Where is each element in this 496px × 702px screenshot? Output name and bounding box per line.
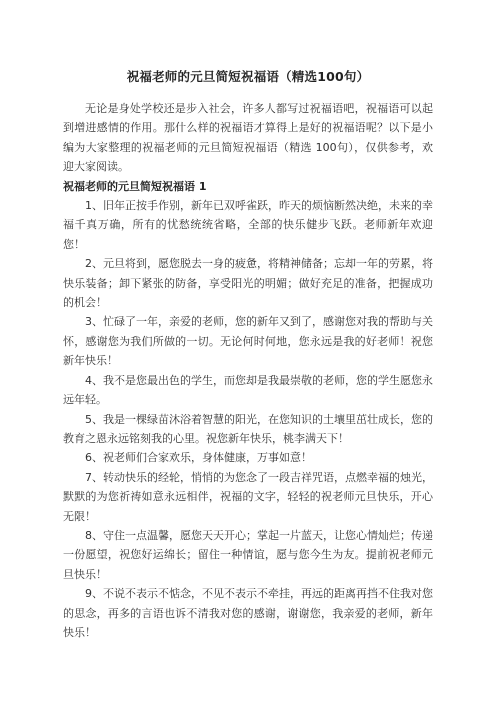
blessing-item-5: 5、我是一棵绿苗沐浴着智慧的阳光，在您知识的土壤里茁壮成长，您的教育之恩永远铭刻我的心里。祝您新年快乐，桃李满天下！ xyxy=(63,412,433,445)
blessing-item-6: 6、祝老师们合家欢乐，身体健康，万事如意！ xyxy=(85,451,312,465)
intro-paragraph: 无论是身处学校还是步入社会，许多人都写过祝福语吧，祝福语可以起到增进感情的作用。那什么样的祝福语才算得上是好的祝福语呢？以下是小编为大家整理的祝福老师的元旦简短祝福语（精选 100句），仅供参考，欢迎大家阅读。 xyxy=(63,102,433,174)
blessing-item-9: 9、不说不表示不惦念，不见不表示不牵挂，再远的距离再挡不住我对您的思念，再多的言语也诉不清我对您的感谢，谢谢您，我亲爱的老师，新年快乐！ xyxy=(63,587,433,639)
blessing-item-1: 1、旧年正按手作别，新年已双呼雀跃，昨天的烦恼断然决绝，未来的幸福千真万确，所有的忧愁统统省略，全部的快乐健步飞跃。老师新年欢迎您！ xyxy=(63,199,433,251)
blessing-item-2: 2、元旦将到，愿您脱去一身的疲惫，将精神储备；忘却一年的劳累，将快乐装备；卸下紧张的防备，享受阳光的明媚；做好充足的准备，把握成功的机会！ xyxy=(63,257,433,310)
blessing-item-4: 4、我不是您最出色的学生，而您却是我最崇敬的老师，您的学生愿您永远年轻。 xyxy=(63,373,433,407)
blessing-item-7: 7、转动快乐的经轮，悄悄的为您念了一段吉祥咒语，点燃幸福的烛光，默默的为您祈祷如意永远相伴，祝福的文字，轻轻的祝老师元旦快乐，开心无限！ xyxy=(63,470,433,523)
blessing-item-3: 3、忙碌了一年，亲爱的老师，您的新年又到了，感谢您对我的帮助与关怀，感谢您为我们所做的一切。无论何时何地，您永远是我的好老师！祝您新年快乐！ xyxy=(63,315,433,368)
section-heading: 祝福老师的元旦简短祝福语 1 xyxy=(63,179,207,193)
document-title: 祝福老师的元旦简短祝福语（精选100句） xyxy=(126,69,370,84)
blessing-item-8: 8、守住一点温馨，愿您天天开心；掌起一片蓝天，让您心情灿烂；传递一份愿望，祝您好运绵长；留住一种情谊，愿与您今生为友。提前祝老师元旦快乐！ xyxy=(63,528,433,581)
